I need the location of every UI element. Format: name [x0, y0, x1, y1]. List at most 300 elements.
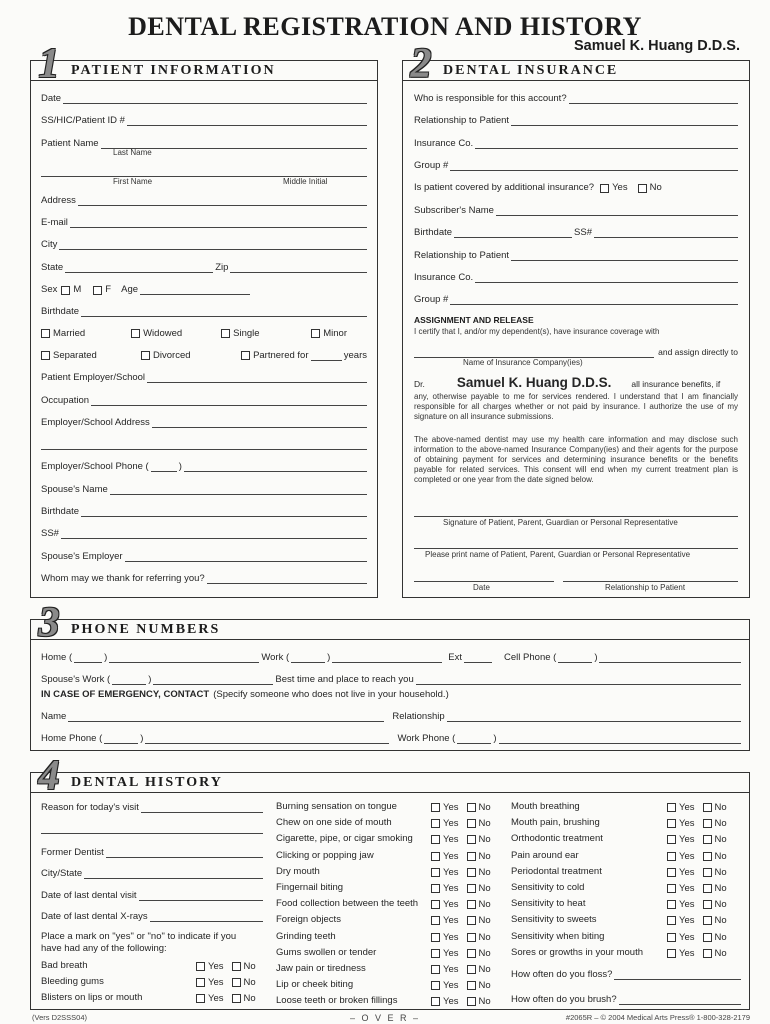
no-label: No: [714, 899, 727, 911]
female-checkbox[interactable]: [93, 286, 102, 295]
yes-label: Yes: [208, 961, 224, 972]
last-xray-label: Date of last dental X-rays: [41, 911, 148, 922]
no-label: No: [478, 899, 491, 911]
emergency-heading: IN CASE OF EMERGENCY, CONTACT: [41, 689, 210, 700]
city-state-field[interactable]: [84, 869, 263, 879]
former-dentist-field[interactable]: [106, 848, 263, 858]
no-checkbox[interactable]: [467, 981, 476, 990]
no-checkbox[interactable]: [703, 835, 712, 844]
yes-checkbox[interactable]: [667, 868, 676, 877]
age-field[interactable]: [140, 285, 250, 295]
reason-field-line-2[interactable]: [41, 833, 263, 834]
no-checkbox[interactable]: [703, 852, 712, 861]
spouse-birthdate-label: Birthdate: [41, 506, 80, 517]
no-label: No: [478, 915, 491, 927]
city-state-row: [41, 866, 263, 879]
marital-row-1: [41, 326, 367, 339]
spouse-work-field[interactable]: [153, 675, 273, 685]
zip-field[interactable]: [230, 263, 367, 273]
yes-no-group: [431, 867, 495, 878]
cell-area-code-field[interactable]: [558, 653, 592, 663]
history-item-label: Foreign objects: [276, 914, 341, 926]
no-checkbox[interactable]: [467, 803, 476, 812]
relationship-signed-caption: Relationship to Patient: [605, 583, 686, 592]
yes-no-group: [431, 883, 495, 894]
no-checkbox[interactable]: [467, 819, 476, 828]
yes-no-group: [431, 802, 495, 813]
relationship-row: [414, 113, 738, 126]
yes-label: Yes: [679, 850, 695, 862]
no-checkbox[interactable]: [232, 978, 241, 987]
yes-checkbox[interactable]: [196, 994, 205, 1003]
yes-label: Yes: [679, 866, 695, 878]
yes-checkbox[interactable]: [431, 949, 440, 958]
no-label: No: [478, 947, 491, 959]
spouse-area-code-field[interactable]: [112, 675, 146, 685]
employer-area-code-field[interactable]: [151, 462, 177, 472]
additional-yes-checkbox[interactable]: [600, 184, 609, 193]
patient-name-row: [41, 136, 367, 149]
responsible-label: Who is responsible for this account?: [414, 93, 567, 104]
date-signed-field[interactable]: [414, 581, 554, 582]
insurance-co2-field[interactable]: [475, 273, 738, 283]
history-item-label: Burning sensation on tongue: [276, 801, 397, 812]
no-checkbox[interactable]: [232, 994, 241, 1003]
yes-checkbox[interactable]: [431, 981, 440, 990]
zip-label: Zip: [215, 262, 229, 273]
patient-name-label: Patient Name: [41, 138, 99, 149]
yes-checkbox[interactable]: [196, 978, 205, 987]
insurance-company-row: [414, 345, 738, 358]
history-item-label: Food collection between the teeth: [276, 898, 419, 910]
female-label: F: [105, 284, 112, 295]
history-item-label: Sores or growths in your mouth: [511, 946, 644, 958]
emergency-relationship-field[interactable]: [447, 712, 741, 722]
ssn-row: [41, 113, 367, 126]
emergency-phone-row: [41, 731, 741, 744]
history-item-label: Cigarette, pipe, or cigar smoking: [276, 833, 413, 845]
no-checkbox[interactable]: [467, 997, 476, 1006]
cell-phone-field[interactable]: [599, 653, 741, 663]
insurance-co2-row: [414, 270, 738, 283]
insurance-co-field[interactable]: [475, 139, 738, 149]
assigned-doctor-name: Samuel K. Huang D.D.S.: [456, 375, 612, 390]
spouse-employer-row: [41, 549, 367, 562]
ssn-field[interactable]: [127, 116, 367, 126]
history-item-label: Sensitivity to sweets: [511, 914, 597, 926]
section-title: DENTAL HISTORY: [71, 775, 223, 790]
yes-checkbox[interactable]: [667, 819, 676, 828]
employer-phone-field[interactable]: [184, 462, 367, 472]
best-time-field[interactable]: [416, 675, 741, 685]
yes-checkbox[interactable]: [667, 933, 676, 942]
yes-no-group: [667, 802, 731, 813]
no-checkbox[interactable]: [467, 965, 476, 974]
reason-field[interactable]: [141, 803, 263, 813]
section-number: 4: [38, 753, 60, 799]
yes-label: Yes: [443, 996, 459, 1008]
relationship-field[interactable]: [511, 116, 738, 126]
work-phone-field[interactable]: [332, 653, 442, 663]
yes-no-group: [431, 964, 495, 975]
referral-label: Whom may we thank for referring you?: [41, 573, 205, 584]
dental-insurance-section: [402, 41, 750, 598]
signature-field[interactable]: [414, 516, 738, 517]
yes-checkbox[interactable]: [431, 803, 440, 812]
yes-checkbox[interactable]: [667, 852, 676, 861]
yes-checkbox[interactable]: [431, 852, 440, 861]
history-item-label: Dry mouth: [276, 865, 320, 877]
group-field[interactable]: [450, 161, 738, 171]
relationship2-label: Relationship to Patient: [414, 250, 510, 261]
yes-checkbox[interactable]: [196, 962, 205, 971]
emergency-work-phone-field[interactable]: [499, 734, 741, 744]
history-item-label: Loose teeth or broken fillings: [276, 995, 398, 1007]
print-name-field[interactable]: [414, 548, 738, 549]
best-time-label: Best time and place to reach you: [275, 674, 414, 685]
birthdate-label: Birthdate: [414, 227, 453, 238]
section-title: PHONE NUMBERS: [71, 622, 221, 637]
spouse-name-field[interactable]: [110, 485, 367, 495]
city-state-label: City/State: [41, 868, 83, 879]
cell-label: Cell Phone (: [504, 652, 557, 663]
yes-checkbox[interactable]: [431, 884, 440, 893]
yes-label: Yes: [679, 915, 695, 927]
email-label: E-mail: [41, 217, 68, 228]
brush-field[interactable]: [619, 995, 741, 1005]
history-item-label: Bleeding gums: [41, 976, 104, 987]
male-checkbox[interactable]: [61, 286, 70, 295]
instruction-line-1: Place a mark on "yes" or "no" to indicate if you: [41, 931, 237, 942]
married-label: Married: [53, 328, 86, 339]
yes-label: Yes: [443, 899, 459, 911]
home-area-code-field[interactable]: [74, 653, 102, 663]
emergency-heading-row: [41, 687, 741, 700]
yes-no-group: [196, 961, 260, 972]
yes-no-group: [431, 915, 495, 926]
first-name-caption: First Name: [113, 177, 153, 186]
employer-address-row: [41, 415, 367, 428]
history-item-label: Bad breath: [41, 960, 88, 971]
no-label: No: [478, 850, 491, 862]
responsible-field[interactable]: [569, 94, 738, 104]
yes-checkbox[interactable]: [667, 916, 676, 925]
yes-label: Yes: [679, 802, 695, 813]
state-label: State: [41, 262, 64, 273]
yes-checkbox[interactable]: [667, 835, 676, 844]
occupation-field[interactable]: [91, 396, 367, 406]
signature-caption: Signature of Patient, Parent, Guardian or Personal Representative: [443, 518, 678, 527]
history-item-label: Lip or cheek biting: [276, 979, 354, 991]
assignment-heading: ASSIGNMENT AND RELEASE: [414, 315, 534, 325]
yes-checkbox[interactable]: [667, 949, 676, 958]
no-label: No: [478, 866, 491, 878]
dental-history-section: [30, 753, 750, 1010]
emergency-relationship-label: Relationship: [392, 711, 445, 722]
no-label: No: [243, 993, 256, 1004]
employer-address-field[interactable]: [152, 418, 367, 428]
insurance-company-caption: Name of Insurance Company(ies): [463, 358, 583, 367]
no-label: No: [714, 850, 727, 862]
no-checkbox[interactable]: [703, 949, 712, 958]
state-zip-row: [41, 260, 367, 273]
no-checkbox[interactable]: [703, 916, 712, 925]
no-label: No: [478, 834, 491, 846]
birthdate-field[interactable]: [81, 307, 367, 317]
no-checkbox[interactable]: [467, 933, 476, 942]
home-paren: ): [104, 652, 108, 663]
yes-label: Yes: [443, 850, 459, 862]
yes-no-group: [667, 899, 731, 910]
yes-checkbox[interactable]: [431, 819, 440, 828]
instruction-line-2: have had any of the following:: [41, 943, 167, 954]
spouse-name-row: [41, 482, 367, 495]
no-label: No: [243, 977, 256, 988]
no-checkbox[interactable]: [467, 916, 476, 925]
partnered-label: Partnered for: [253, 350, 309, 361]
middle-initial-caption: Middle Initial: [283, 177, 328, 186]
relationship2-row: [414, 248, 738, 261]
address-label: Address: [41, 195, 76, 206]
yes-no-group: [667, 851, 731, 862]
section-header: [31, 753, 749, 799]
group2-row: [414, 292, 738, 305]
yes-no-group: [196, 977, 260, 988]
subscriber-label: Subscriber's Name: [414, 205, 494, 216]
partnered-checkbox[interactable]: [241, 351, 250, 360]
group-label: Group #: [414, 160, 449, 171]
no-checkbox[interactable]: [703, 884, 712, 893]
ss-field[interactable]: [594, 228, 738, 238]
address-field[interactable]: [78, 196, 367, 206]
yes-label: Yes: [443, 915, 459, 927]
phone-row-1: [41, 650, 741, 663]
emergency-name-label: Name: [41, 711, 67, 722]
single-label: Single: [233, 328, 260, 339]
spouse-name-label: Spouse's Name: [41, 484, 108, 495]
no-checkbox[interactable]: [703, 933, 712, 942]
no-checkbox[interactable]: [467, 884, 476, 893]
history-item-label: Fingernail biting: [276, 882, 344, 893]
additional-no-checkbox[interactable]: [638, 184, 647, 193]
last-xray-field[interactable]: [150, 912, 263, 922]
no-checkbox[interactable]: [703, 868, 712, 877]
yes-label: Yes: [679, 834, 695, 846]
work-area-code-field[interactable]: [291, 653, 325, 663]
insurance-co-label: Insurance Co.: [414, 138, 474, 149]
emergency-home-paren: ): [140, 733, 144, 744]
spouse-ss-field[interactable]: [61, 529, 367, 539]
floss-field[interactable]: [614, 970, 741, 980]
emergency-name-field[interactable]: [68, 712, 384, 722]
yes-no-group: [667, 883, 731, 894]
section-header: [31, 41, 377, 87]
no-label: No: [714, 947, 727, 959]
employer-label: Patient Employer/School: [41, 372, 146, 383]
city-field[interactable]: [59, 240, 367, 250]
no-label: No: [478, 883, 491, 894]
emergency-home-phone-field[interactable]: [145, 734, 389, 744]
history-item-label: Chew on one side of mouth: [276, 817, 392, 829]
yes-checkbox[interactable]: [431, 916, 440, 925]
employer-address-line-2[interactable]: [41, 449, 367, 450]
reason-row: [41, 800, 263, 813]
state-field[interactable]: [65, 263, 213, 273]
email-field[interactable]: [70, 218, 367, 228]
group2-label: Group #: [414, 294, 449, 305]
section-title: PATIENT INFORMATION: [71, 63, 276, 78]
emergency-home-area-field[interactable]: [104, 734, 138, 744]
birthdate-label: Birthdate: [41, 306, 80, 317]
yes-label: Yes: [443, 883, 459, 894]
separated-checkbox[interactable]: [41, 351, 50, 360]
no-label: No: [478, 802, 491, 813]
divorced-checkbox[interactable]: [141, 351, 150, 360]
yes-no-group: [431, 834, 495, 845]
age-label: Age: [121, 284, 139, 295]
no-label: No: [478, 964, 491, 975]
no-checkbox[interactable]: [467, 835, 476, 844]
city-row: [41, 237, 367, 250]
no-label: No: [478, 980, 491, 992]
floss-row: [511, 967, 741, 980]
home-phone-field[interactable]: [109, 653, 259, 663]
yes-no-group: [431, 996, 495, 1007]
no-checkbox[interactable]: [467, 949, 476, 958]
subscriber-field[interactable]: [496, 206, 738, 216]
date-field[interactable]: [63, 94, 367, 104]
yes-label: Yes: [679, 931, 695, 943]
last-visit-label: Date of last dental visit: [41, 890, 137, 901]
no-checkbox[interactable]: [467, 868, 476, 877]
relationship2-field[interactable]: [511, 251, 738, 261]
no-checkbox[interactable]: [467, 900, 476, 909]
last-visit-field[interactable]: [139, 891, 263, 901]
yes-label: Yes: [208, 993, 224, 1004]
employer-field[interactable]: [147, 373, 367, 383]
ss-label: SS#: [574, 227, 592, 238]
yes-checkbox[interactable]: [667, 884, 676, 893]
city-label: City: [41, 239, 58, 250]
no-label: No: [714, 818, 727, 830]
email-row: [41, 215, 367, 228]
emergency-work-area-field[interactable]: [457, 734, 491, 744]
cell-paren: ): [594, 652, 598, 663]
no-label: No: [714, 931, 727, 943]
relationship-signed-field[interactable]: [563, 581, 738, 582]
yes-label: Yes: [443, 980, 459, 992]
no-checkbox[interactable]: [703, 803, 712, 812]
ext-field[interactable]: [464, 653, 492, 663]
patient-information-section: [30, 41, 378, 598]
single-checkbox[interactable]: [221, 329, 230, 338]
address-row: [41, 193, 367, 206]
spouse-birthdate-field[interactable]: [81, 507, 367, 517]
yes-label: Yes: [679, 947, 695, 959]
history-item-label: Mouth breathing: [511, 801, 580, 812]
yes-no-group: [667, 948, 731, 959]
minor-checkbox[interactable]: [311, 329, 320, 338]
yes-checkbox[interactable]: [667, 803, 676, 812]
emergency-home-phone-label: Home Phone (: [41, 733, 103, 744]
insurance-co-row: [414, 136, 738, 149]
yes-label: Yes: [679, 818, 695, 830]
emergency-work-paren: ): [493, 733, 497, 744]
section-title: DENTAL INSURANCE: [443, 63, 619, 78]
home-label: Home (: [41, 652, 73, 663]
no-label: No: [714, 802, 727, 813]
last-name-caption: Last Name: [113, 148, 152, 157]
no-checkbox[interactable]: [467, 852, 476, 861]
yes-checkbox[interactable]: [431, 868, 440, 877]
history-item-label: Orthodontic treatment: [511, 833, 603, 845]
yes-no-group: [196, 993, 260, 1004]
publisher-note: #2065R – © 2004 Medical Arts Press® 1-800-328-2179: [565, 1013, 750, 1022]
form-title: DENTAL REGISTRATION AND HISTORY: [128, 12, 642, 41]
group2-field[interactable]: [450, 295, 738, 305]
yes-checkbox[interactable]: [431, 933, 440, 942]
work-label: Work (: [261, 652, 290, 663]
former-dentist-row: [41, 845, 263, 858]
yes-checkbox[interactable]: [667, 900, 676, 909]
history-item-label: Sensitivity when biting: [511, 930, 605, 942]
history-item-label: Jaw pain or tiredness: [276, 963, 366, 974]
yes-no-group: [667, 834, 731, 845]
last-xray-row: [41, 909, 263, 922]
yes-label: Yes: [443, 947, 459, 959]
reason-label: Reason for today's visit: [41, 802, 139, 813]
partnered-years-field[interactable]: [311, 351, 342, 361]
employer-phone-label: Employer/School Phone (: [41, 461, 149, 472]
no-checkbox[interactable]: [703, 819, 712, 828]
occupation-row: [41, 393, 367, 406]
spouse-employer-label: Spouse's Employer: [41, 551, 123, 562]
sex-label: Sex: [41, 284, 58, 295]
group-row: [414, 158, 738, 171]
yes-no-group: [431, 980, 495, 991]
former-dentist-label: Former Dentist: [41, 847, 104, 858]
yes-checkbox[interactable]: [431, 997, 440, 1006]
male-label: M: [73, 284, 82, 295]
no-label: No: [478, 931, 491, 943]
emergency-note: (Specify someone who does not live in your household.): [213, 689, 449, 700]
yes-no-group: [667, 932, 731, 943]
floss-label: How often do you floss?: [511, 969, 613, 980]
referral-field[interactable]: [207, 574, 367, 584]
no-checkbox[interactable]: [703, 900, 712, 909]
insurance-company-field[interactable]: [414, 348, 654, 358]
yes-checkbox[interactable]: [431, 835, 440, 844]
yes-label: Yes: [443, 866, 459, 878]
additional-no-label: No: [649, 182, 662, 193]
yes-checkbox[interactable]: [431, 900, 440, 909]
no-checkbox[interactable]: [232, 962, 241, 971]
spouse-employer-field[interactable]: [125, 552, 367, 562]
widowed-checkbox[interactable]: [131, 329, 140, 338]
married-checkbox[interactable]: [41, 329, 50, 338]
section-number: 3: [38, 600, 60, 646]
yes-no-group: [431, 851, 495, 862]
widowed-label: Widowed: [143, 328, 183, 339]
no-label: No: [714, 834, 727, 846]
yes-checkbox[interactable]: [431, 965, 440, 974]
no-label: No: [243, 961, 256, 972]
birthdate-field[interactable]: [454, 228, 572, 238]
no-label: No: [478, 818, 491, 830]
form-version: (Vers D2SSS04): [32, 1013, 88, 1022]
employer-address-label: Employer/School Address: [41, 417, 150, 428]
birthdate-row: [41, 304, 367, 317]
